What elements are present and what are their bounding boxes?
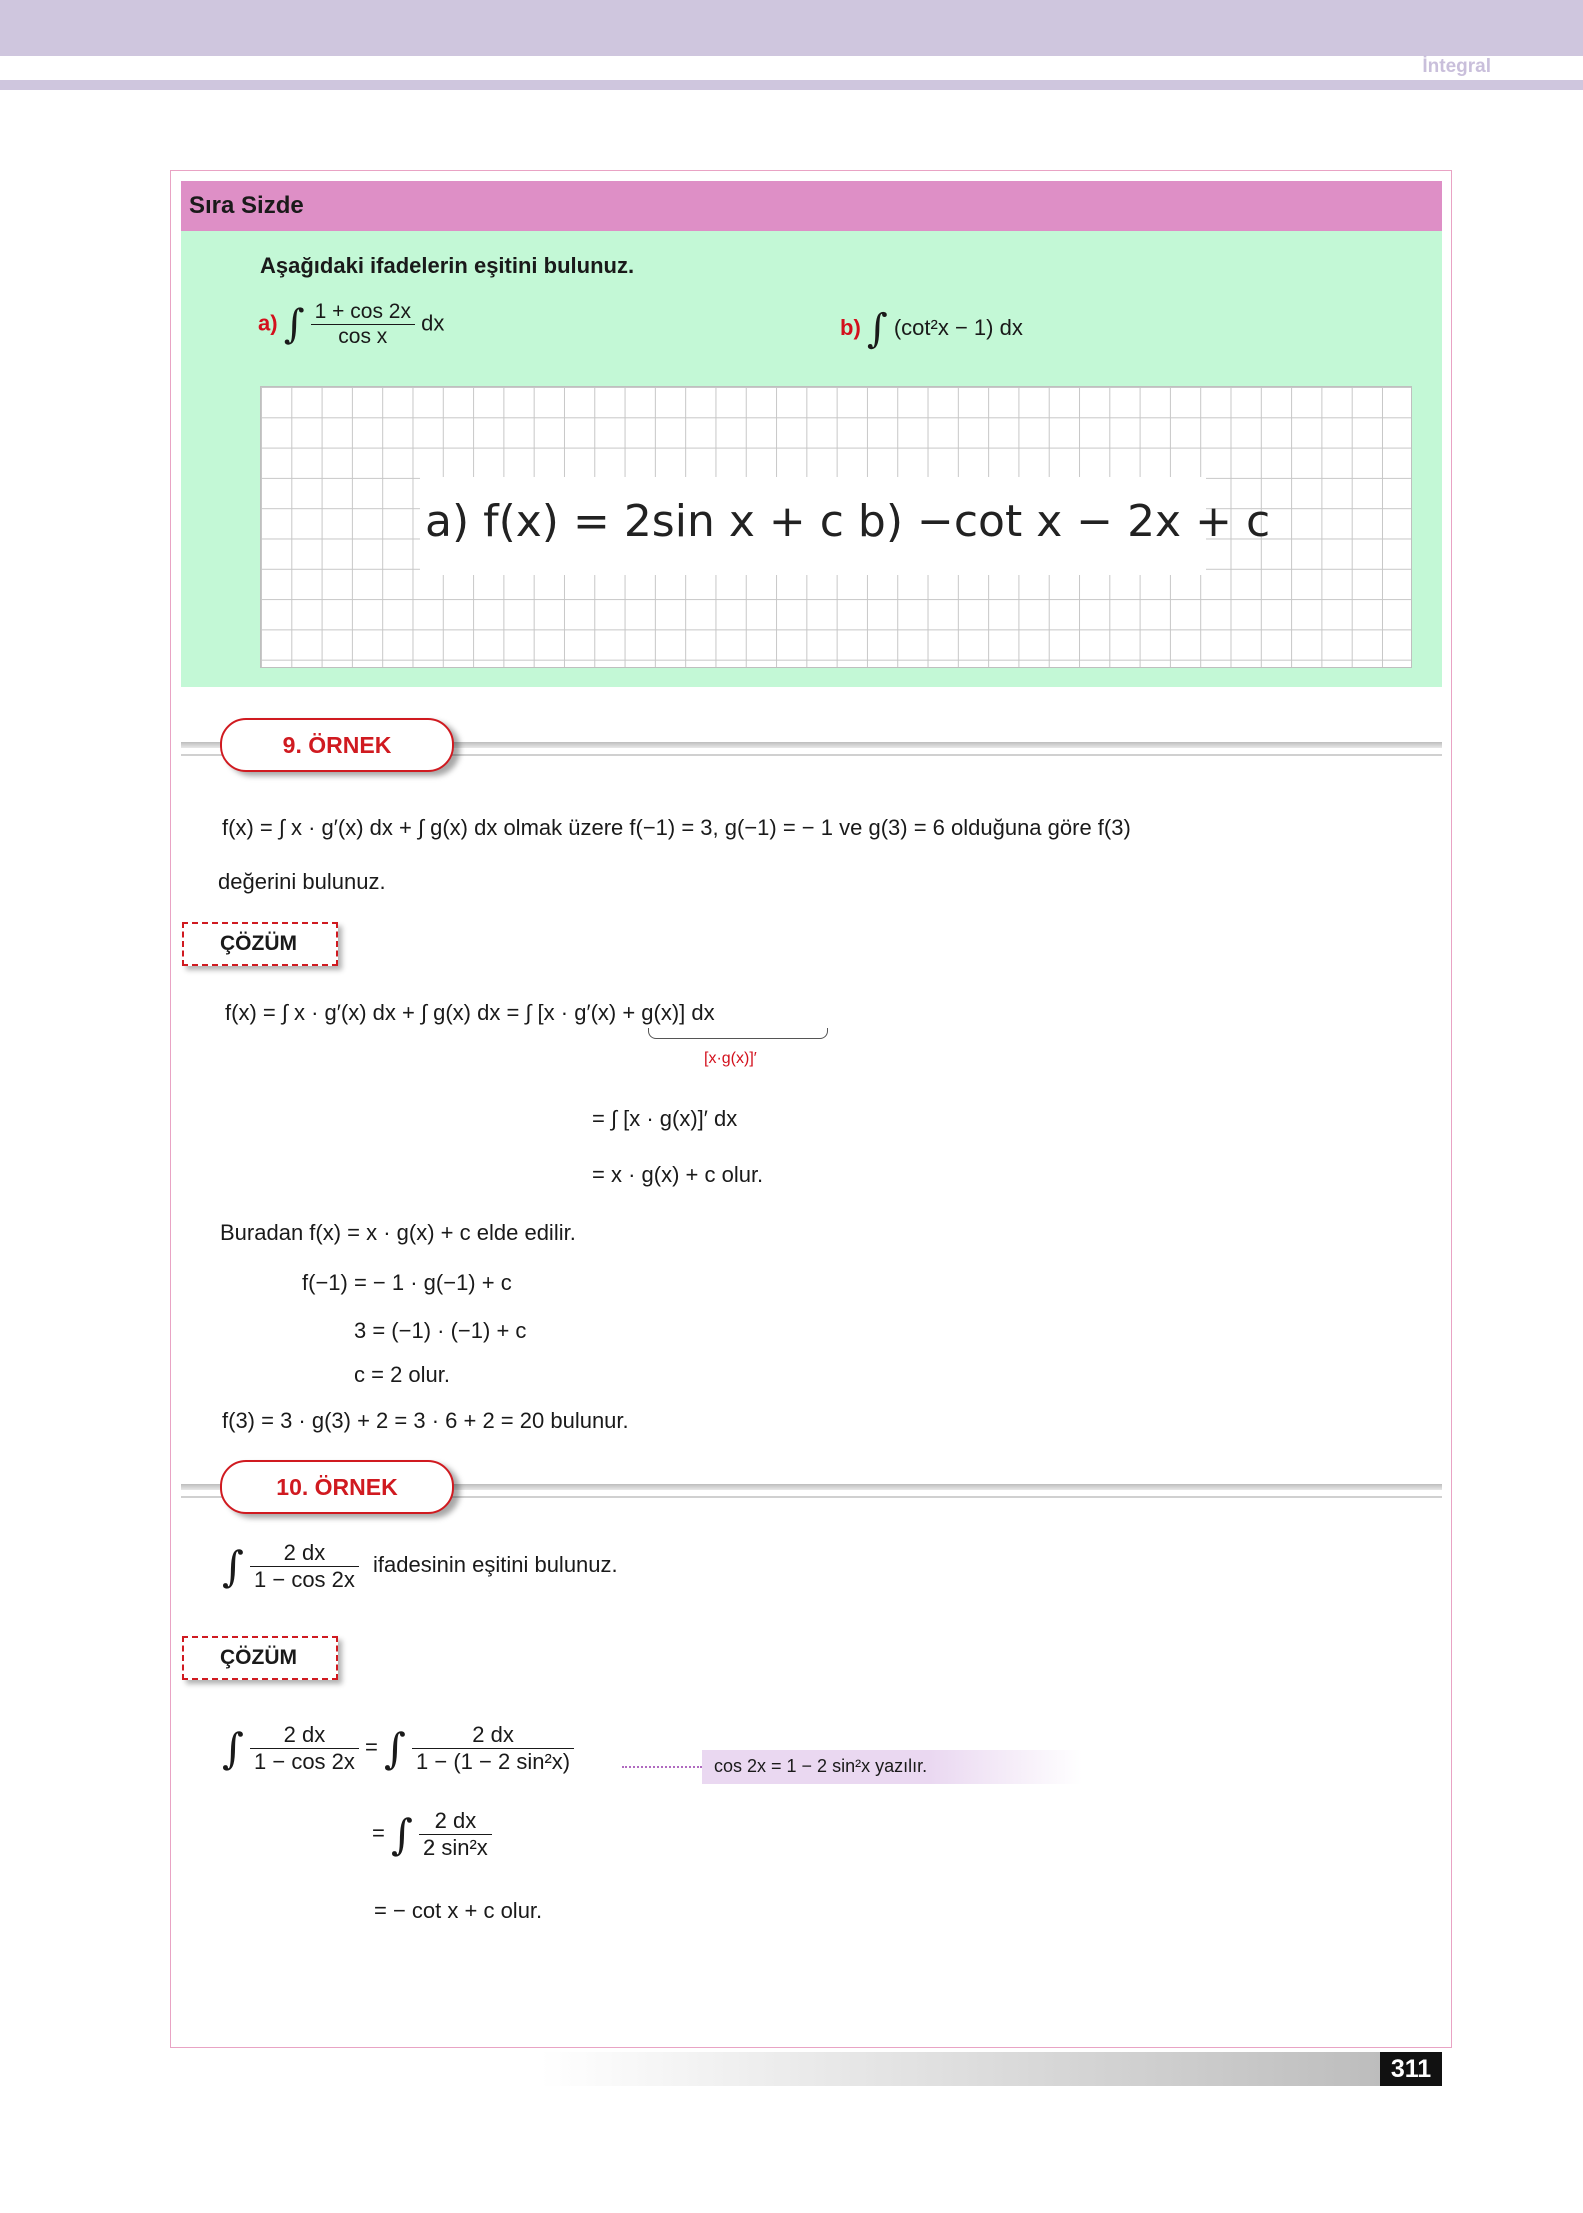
example-10-solution-label xyxy=(182,1636,338,1680)
step-2-fraction xyxy=(419,1808,492,1861)
fraction-denominator: 1 − (1 − 2 sin²x) xyxy=(416,1749,571,1774)
step-1-right-fraction xyxy=(412,1722,574,1775)
exercise-b xyxy=(840,306,1023,352)
example-10-badge xyxy=(220,1460,454,1514)
example-9-badge xyxy=(220,718,454,772)
exercise-a-numerator: 1 + cos 2x xyxy=(311,300,415,325)
example-9-question-line1: f(x) = ∫ x · g′(x) dx + ∫ g(x) dx olmak üzere f(−1) = 3, g(−1) = − 1 ve g(3) = 6 olduğuna göre f(3) xyxy=(222,815,1131,840)
example-9-step-2: = ∫ [x · g(x)]′ dx xyxy=(592,1106,738,1131)
example-9-step-1: f(x) = ∫ x · g′(x) dx + ∫ g(x) dx = ∫ [x · g′(x) + g(x)] dx xyxy=(225,1000,715,1025)
example-9-question-line2: değerini bulunuz. xyxy=(218,869,386,894)
example-9-step-6: 3 = (−1) · (−1) + c xyxy=(354,1318,527,1343)
cancelled-digit: 2 xyxy=(423,1835,436,1860)
exercise-b-expression: (cot²x − 1) dx xyxy=(893,314,1023,340)
example-9-solution-label xyxy=(182,922,338,966)
sira-sizde-instruction: Aşağıdaki ifadelerin eşitini bulunuz. xyxy=(260,253,635,278)
integral-sign-icon: ∫ xyxy=(222,1724,244,1773)
example-9-badge-label: 9. ÖRNEK xyxy=(282,732,392,758)
example-10-question-fraction xyxy=(250,1540,359,1593)
exercise-a-label: a) xyxy=(258,310,278,336)
example-9-step-8: f(3) = 3 · g(3) + 2 = 3 · 6 + 2 = 20 bulunur. xyxy=(222,1408,629,1433)
fraction-numerator: 2 dx xyxy=(250,1540,359,1567)
integral-sign-icon: ∫ xyxy=(283,301,305,348)
step-1-left-fraction xyxy=(250,1722,359,1775)
answer-text: a) f(x) = 2sin x + c b) −cot x − 2x + c xyxy=(425,496,1271,547)
denominator-rest: sin²x xyxy=(435,1835,488,1860)
exercise-a xyxy=(258,300,444,349)
fraction-denominator xyxy=(419,1835,492,1861)
underbrace xyxy=(648,1028,828,1039)
solution-label-text: ÇÖZÜM xyxy=(220,932,297,955)
integral-sign-icon: ∫ xyxy=(384,1724,406,1773)
footer-gradient xyxy=(540,2052,1380,2086)
example-10-badge-label: 10. ÖRNEK xyxy=(276,1474,398,1500)
example-9-step-3: = x · g(x) + c olur. xyxy=(592,1162,764,1187)
exercise-a-fraction xyxy=(311,300,415,349)
example-10-step-1 xyxy=(222,1722,574,1775)
exercise-a-dx: dx xyxy=(421,310,445,336)
example-10-step-3: = − cot x + c olur. xyxy=(374,1898,543,1923)
equals-sign: = xyxy=(365,1734,378,1760)
fraction-numerator: 2 dx xyxy=(250,1722,359,1749)
header-band xyxy=(0,0,1583,56)
solution-label-text: ÇÖZÜM xyxy=(220,1646,297,1669)
integral-sign-icon: ∫ xyxy=(222,1542,244,1591)
example-9-step-4: Buradan f(x) = x · g(x) + c elde edilir. xyxy=(220,1220,576,1245)
cancelled-digit: 2 xyxy=(434,1808,447,1833)
fraction-denominator: 1 − cos 2x xyxy=(254,1567,355,1592)
example-10-question xyxy=(222,1540,618,1593)
page-number: 311 xyxy=(1380,2052,1442,2086)
exercise-b-label: b) xyxy=(840,314,861,340)
identity-note-text: cos 2x = 1 − 2 sin²x yazılır. xyxy=(714,1756,928,1776)
example-9-step-7: c = 2 olur. xyxy=(354,1362,451,1387)
underbrace-note: [x·g(x)]′ xyxy=(704,1050,757,1067)
note-leader-dots xyxy=(622,1766,702,1768)
sira-sizde-header xyxy=(181,181,1442,231)
integral-sign-icon: ∫ xyxy=(390,1810,413,1859)
equals-sign: = xyxy=(372,1820,385,1846)
example-10-question-text: ifadesinin eşitini bulunuz. xyxy=(373,1552,618,1578)
fraction-numerator xyxy=(419,1808,492,1835)
numerator-rest: dx xyxy=(446,1808,477,1833)
example-9-step-5: f(−1) = − 1 · g(−1) + c xyxy=(302,1270,512,1295)
exercise-a-denominator: cos x xyxy=(338,325,388,348)
header-line xyxy=(0,80,1583,90)
example-10-step-2 xyxy=(372,1808,492,1861)
sira-sizde-title: Sıra Sizde xyxy=(189,192,304,219)
identity-note xyxy=(702,1750,1082,1784)
chapter-title: İntegral xyxy=(1422,56,1491,77)
fraction-numerator: 2 dx xyxy=(412,1722,574,1749)
fraction-denominator: 1 − cos 2x xyxy=(254,1749,355,1774)
integral-sign-icon: ∫ xyxy=(866,306,888,352)
